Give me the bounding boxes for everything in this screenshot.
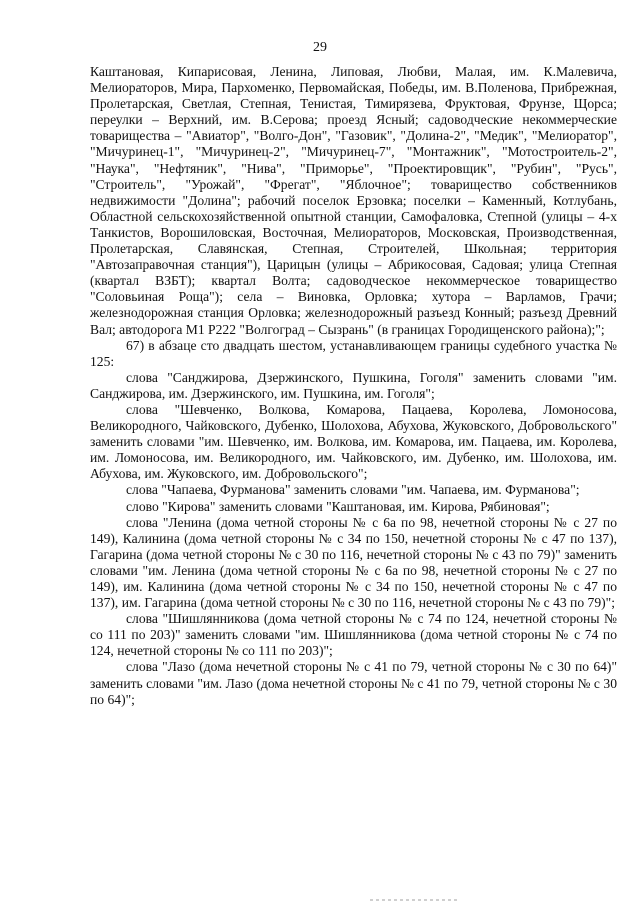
paragraph-replace-lenina: слова "Ленина (дома четной стороны № с 6а по 98, нечетной стороны № с 27 по 149), Калинина (дома четной стороны № с 34 по 150, нечетной стороны № с 47 по 137), Гагарина (дома четной стороны № с 30 по 116, нечетной стороны № с 43 по 79)" заменить словами "им. Ленина (дома четной стороны № с 6а по 98, нечетной стороны № с 27 по 149), им. Калинина (дома четной стороны № с 34 по 150, нечетной стороны № с 47 по 137), им. Гагарина (дома четной стороны № с 30 по 116, нечетной стороны № с 43 по 79)"; (90, 514, 617, 611)
scan-artifact (370, 899, 460, 901)
document-body (90, 64, 617, 708)
paragraph-replace-kirova: слово "Кирова" заменить словами "Каштановая, им. Кирова, Рябиновая"; (126, 498, 550, 514)
paragraph-replace-shevchenko: слова "Шевченко, Волкова, Комарова, Пацаева, Королева, Ломоносова, Великородного, Чайковского, Дубенко, Шолохова, Абухова, Жуковского, Добровольского" заменить словами "им. Шевченко, им. Волкова, им. Комарова, им. Пацаева, им. Королева, им. Ломоносова, им. Великородного, им. Чайковского, им. Дубенко, им. Шолохова, им. Абухова, им. Жуковского, им. Добровольского"; (90, 401, 617, 482)
paragraph-replace-sandzhirova: слова "Санджирова, Дзержинского, Пушкина, Гоголя" заменить словами "им. Санджирова, им. Дзержинского, им. Пушкина, им. Гоголя"; (90, 369, 617, 401)
page-number: 29 (313, 40, 327, 55)
paragraph-replace-lazo: слова "Лазо (дома нечетной стороны № с 41 по 79, четной стороны № с 30 по 64)" заменить словами "им. Лазо (дома нечетной стороны № с 41 по 79, четной стороны № с 30 по 64)"; (90, 659, 617, 707)
paragraph-replace-chapaeva: слова "Чапаева, Фурманова" заменить словами "им. Чапаева, им. Фурманова"; (126, 482, 580, 498)
paragraph-street-list: Каштановая, Кипарисовая, Ленина, Липовая, Любви, Малая, им. К.Малевича, Мелиораторов, Мира, Пархоменко, Первомайская, Победы, им. В.Поленова, Прибрежная, Пролетарская, Светлая, Степная, Тенистая, Тимирязева, Фруктовая, Фрунзе, Щорса; переулки – Верхний, им. В.Серова; проезд Ясный; садоводческие некоммерческие товарищества – "Авиатор", "Волго-Дон", "Газовик", "Долина-2", "Медик", "Мелиоратор", "Мичуринец-1", "Мичуринец-2", "Мичуринец-7", "Монтажник", "Мотостроитель-2", "Наука", "Нефтяник", "Нива", "Приморье", "Проектировщик", "Рубин", "Русь", "Строитель", "Урожай", "Фрегат", "Яблочное"; товарищество собственников недвижимости "Долина"; рабочий поселок Ерзовка; поселки – Каменный, Котлубань, Областной сельскохозяйственной опытной станции, Самофаловка, Степной (улицы – 4-х Танкистов, Ворошиловская, Восточная, Мелиораторов, Московская, Производственная, Пролетарская, Славянская, Степная, Строителей, Школьная; территория "Автозаправочная станция"), Царицын (улицы – Абрикосовая, Садовая; улица Степная (квартал ВЗБТ); квартал Волта; садоводческое некоммерческое товарищество "Соловьиная Роща"); села – Виновка, Орловка; хутора – Варламов, Грачи; железнодорожная станция Орловка; железнодорожный разъезд Конный; разъезд Древний Вал; автодорога М1 Р222 "Волгоград – Сызрань" (в границах Городищенского района);"; (90, 64, 617, 337)
paragraph-replace-shishlyannikova: слова "Шишлянникова (дома четной стороны № с 74 по 124, нечетной стороны № со 111 по 203)" заменить словами "им. Шишлянникова (дома четной стороны № с 74 по 124, нечетной стороны № со 111 по 203)"; (90, 611, 617, 659)
paragraph-item-67: 67) в абзаце сто двадцать шестом, устанавливающем границы судебного участка № 125: (90, 337, 617, 369)
